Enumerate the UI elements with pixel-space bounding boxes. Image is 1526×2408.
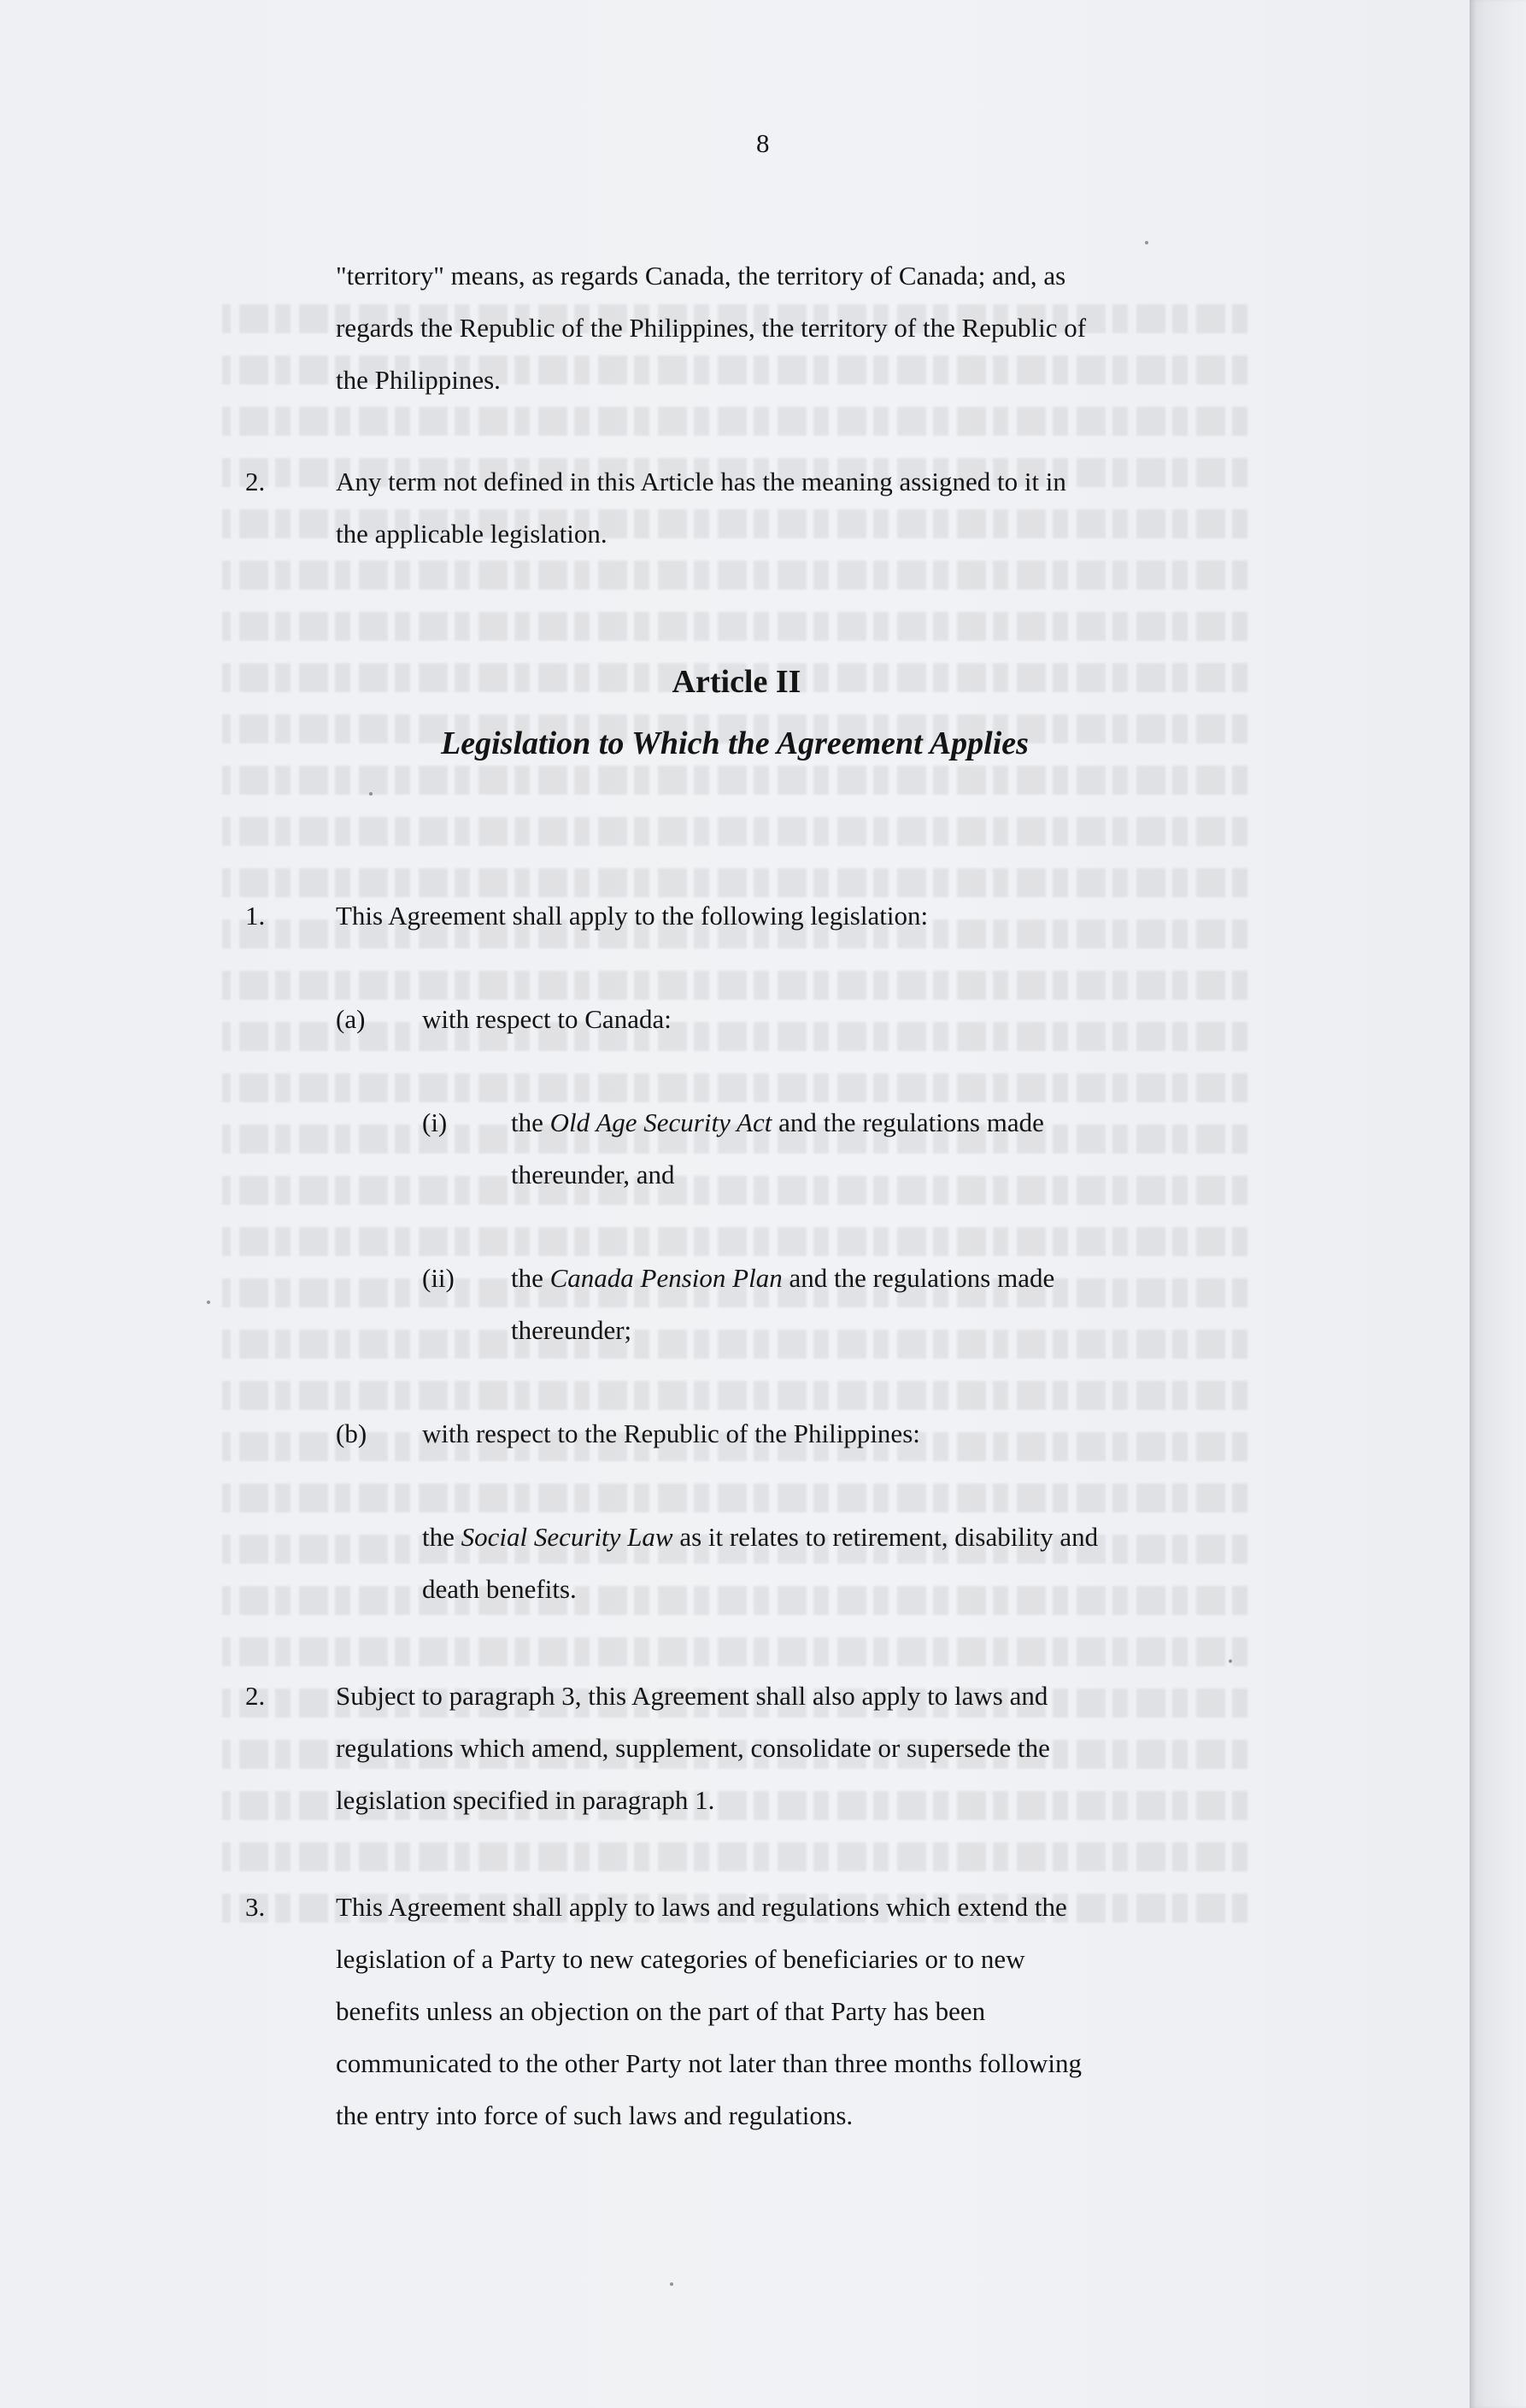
- scan-speck: [369, 792, 373, 796]
- territory-definition-line-2: regards the Republic of the Philippines, the territory of the Republic of: [336, 313, 1087, 343]
- paragraph-3-line-1: This Agreement shall apply to laws and regulations which extend the: [336, 1892, 1067, 1922]
- item-b-law-line-1: the Social Security Law as it relates to retirement, disability and: [422, 1522, 1099, 1552]
- item-ii-line-2: thereunder;: [511, 1315, 632, 1345]
- paragraph-2-line-1: Any term not defined in this Article has the meaning assigned to it in: [336, 467, 1066, 496]
- plan-title: Canada Pension Plan: [549, 1263, 783, 1293]
- act-title: Old Age Security Act: [549, 1107, 772, 1137]
- item-label-a: (a): [336, 1004, 366, 1034]
- item-i-line-2: thereunder, and: [511, 1160, 675, 1189]
- item-a-text: with respect to Canada:: [422, 1004, 672, 1034]
- paragraph-3-line-3: benefits unless an objection on the part of that Party has been: [336, 1996, 986, 2026]
- scan-speck: [670, 2282, 673, 2286]
- paragraph-2b-line-2: regulations which amend, supplement, consolidate or supersede the: [336, 1733, 1050, 1763]
- paragraph-number: 3.: [245, 1892, 266, 1922]
- paragraph-3-line-4: communicated to the other Party not later than three months following: [336, 2048, 1082, 2078]
- paragraph-3-line-5: the entry into force of such laws and regulations.: [336, 2100, 854, 2130]
- item-b-text: with respect to the Republic of the Philippines:: [422, 1418, 920, 1448]
- paragraph-2b-line-3: legislation specified in paragraph 1.: [336, 1785, 715, 1815]
- item-b-law-line-2: death benefits.: [422, 1574, 577, 1604]
- paragraph-2b-line-1: Subject to paragraph 3, this Agreement shall also apply to laws and: [336, 1681, 1048, 1711]
- article-title: Article II: [672, 664, 801, 700]
- item-ii-line-1: the Canada Pension Plan and the regulations made: [511, 1263, 1055, 1293]
- paragraph-3-line-2: legislation of a Party to new categories of beneficiaries or to new: [336, 1944, 1025, 1974]
- paragraph-1-text: This Agreement shall apply to the following legislation:: [336, 901, 929, 931]
- law-title: Social Security Law: [461, 1522, 673, 1552]
- item-label-ii: (ii): [422, 1263, 455, 1293]
- scan-speck: [1145, 241, 1148, 244]
- territory-definition-line-1: "territory" means, as regards Canada, the territory of Canada; and, as: [336, 261, 1066, 291]
- item-label-b: (b): [336, 1418, 367, 1448]
- paragraph-number: 2.: [245, 467, 266, 496]
- paragraph-number: 1.: [245, 901, 266, 931]
- item-label-i: (i): [422, 1107, 448, 1137]
- page-number: 8: [756, 128, 770, 158]
- territory-definition-line-3: the Philippines.: [336, 365, 501, 395]
- article-subtitle: Legislation to Which the Agreement Applies: [441, 725, 1029, 761]
- paragraph-number: 2.: [245, 1681, 266, 1711]
- scan-speck: [1229, 1659, 1232, 1663]
- paragraph-2-line-2: the applicable legislation.: [336, 519, 607, 549]
- item-i-line-1: the Old Age Security Act and the regulations made: [511, 1107, 1044, 1137]
- page-edge-shadow: [1470, 0, 1526, 2408]
- scan-speck: [207, 1301, 210, 1304]
